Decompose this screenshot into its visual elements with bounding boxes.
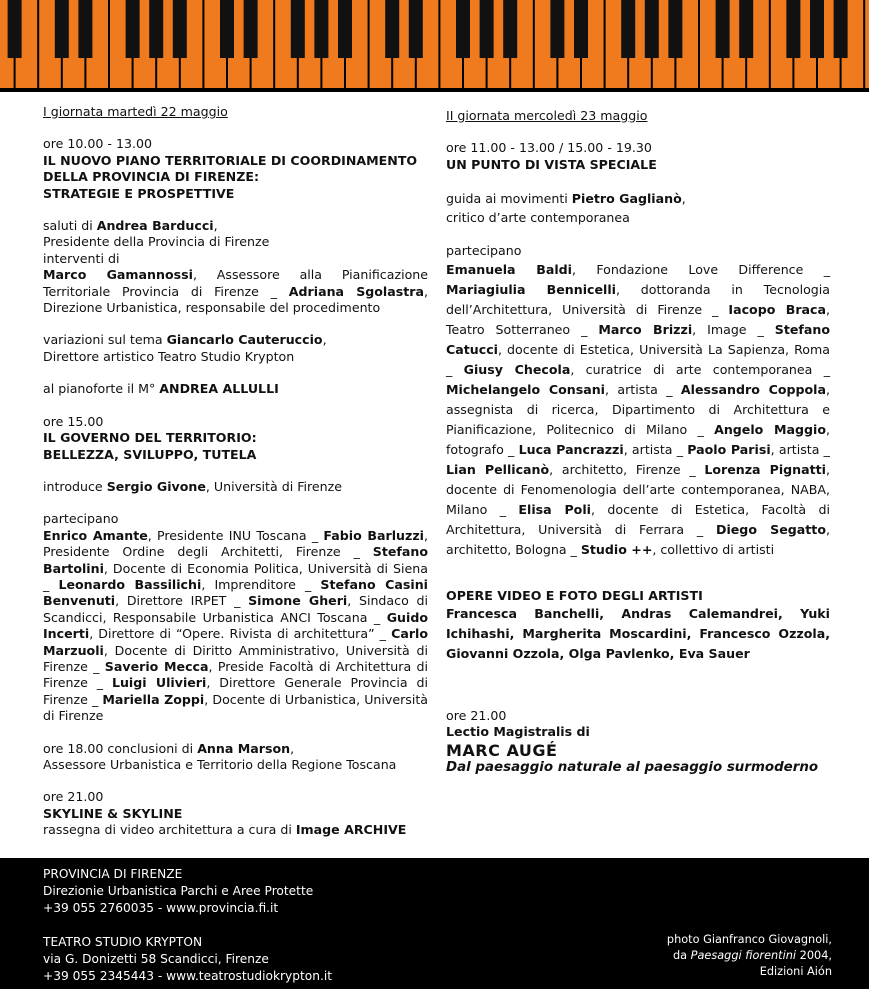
organizer-name: TEATRO STUDIO KRYPTON [43, 935, 203, 949]
day-one-title: I giornata martedì 22 maggio [43, 104, 228, 119]
black-key [409, 0, 423, 58]
participants-list: Emanuela Baldi, Fondazione Love Difference _ Mariagiulia Bennicelli, dottoranda in Tecnologia dell’Architettura, Università di Firenze _ Iacopo Braca, Teatro Sotterraneo _ Marco Brizzi, Image _ Stefano Catucci, docente di Estetica, Università La Sapienza, Roma _ Giusy Checola, curatrice di arte contemporanea _ Michelangelo Consani, artista _ Alessandro Coppola, assegnista di ricerca, Dipartimento di Architettura e Pianificazione, Politecnico di Milano _ Angelo Maggio, fotografo _ Luca Pancrazzi, artista _ Paolo Parisi, artista _ Lian Pellicanò, architetto, Firenze _ Lorenza Pignatti, docente di Fenomenologia dell’arte contemporanea, NABA, Milano _ Elisa Poli, docente di Estetica, Facoltà di Architettura, Università di Ferrara _ Diego Segatto, architetto, Bologna _ Studio ++, collettivo di artisti [446, 261, 831, 557]
speakers-list: Marco Gamannossi, Assessore alla Pianificazione Territoriale Provincia di Firenze _ Adriana Sgolastra, Direzione Urbanistica, responsabile del procedimento [43, 267, 428, 316]
guide: guida ai movimenti Pietro Gaglianò, critico d’arte contemporanea [446, 191, 686, 226]
participants-label: partecipano [446, 243, 522, 259]
black-key [739, 0, 753, 58]
session-title: IL NUOVO PIANO TERRITORIALE DI COORDINAMENTO DELLA PROVINCIA DI FIRENZE: STRATEGIE E PROSPETTIVE [43, 152, 418, 201]
black-key [456, 0, 470, 58]
conclusions: ore 18.00 conclusioni di Anna Marson, Assessore Urbanistica e Territorio della Regione Toscana [43, 740, 397, 772]
day-one-column [43, 104, 428, 839]
screening-description: rassegna di video architettura a cura di Image ARCHIVE [43, 822, 407, 838]
organizer-contact: +39 055 2345443 - www.teatrostudiokrypton.it [43, 969, 332, 983]
footer [0, 858, 869, 989]
variations: variazioni sul tema Giancarlo Cauteruccio, Direttore artistico Teatro Studio Krypton [43, 332, 327, 364]
artworks-title: OPERE VIDEO E FOTO DEGLI ARTISTI [446, 587, 703, 603]
artworks-artists: Francesca Banchelli, Andras Calemandrei, Yuki Ichihashi, Margherita Moscardini, Francesco Ozzola, Giovanni Ozzola, Olga Pavlenko, Eva Sauer [446, 606, 830, 662]
black-key [550, 0, 564, 58]
session-time: ore 21.00 [43, 789, 104, 805]
session-time: ore 10.00 - 13.00 [43, 136, 153, 152]
organizer-department: Direzionie Urbanistica Parchi e Aree Protette [43, 884, 314, 898]
black-key [668, 0, 682, 58]
photo-credit: photo Gianfranco Giovagnoli, da Paesaggi fiorentini 2004, Edizioni Aión [666, 933, 832, 978]
black-key [480, 0, 494, 58]
black-key [8, 0, 22, 58]
black-key [173, 0, 187, 58]
black-key [314, 0, 328, 58]
black-key [291, 0, 305, 58]
introducer: introduce Sergio Givone, Università di Firenze [43, 478, 343, 494]
day-two-title: II giornata mercoledì 23 maggio [446, 108, 648, 123]
black-key [338, 0, 352, 58]
session-time: ore 21.00 [446, 708, 507, 724]
lectio-label: Lectio Magistralis di [446, 724, 590, 740]
black-key [574, 0, 588, 58]
black-key [716, 0, 730, 58]
black-key [621, 0, 635, 58]
black-key [810, 0, 824, 58]
black-key [244, 0, 258, 58]
session-time: ore 11.00 - 13.00 / 15.00 - 19.30 [446, 140, 652, 156]
pianist: al pianoforte il M° ANDREA ALLULLI [43, 381, 279, 397]
black-key [220, 0, 234, 58]
session-title: UN PUNTO DI VISTA SPECIALE [446, 156, 657, 172]
piano-keyboard-banner [0, 0, 869, 92]
black-key [126, 0, 140, 58]
black-key [149, 0, 163, 58]
session-title: IL GOVERNO DEL TERRITORIO: BELLEZZA, SVILUPPO, TUTELA [43, 430, 257, 462]
black-key [786, 0, 800, 58]
piano-keys-illustration [0, 0, 869, 92]
session-time: ore 15.00 [43, 413, 104, 429]
greetings: saluti di Andrea Barducci, Presidente della Provincia di Firenze interventi di [43, 218, 270, 266]
black-key [55, 0, 69, 58]
black-key [385, 0, 399, 58]
participants-label: partecipano [43, 511, 119, 527]
black-key [503, 0, 517, 58]
session-title: SKYLINE & SKYLINE [43, 805, 183, 821]
black-key [834, 0, 848, 58]
participants-list: Enrico Amante, Presidente INU Toscana _ Fabio Barluzzi, Presidente Ordine degli Architetti, Firenze _ Stefano Bartolini, Docente di Economia Politica, Università di Siena _ Leonardo Bassilichi, Imprenditore _ Stefano Casini Benvenuti, Direttore IRPET _ Simone Gheri, Sindaco di Scandicci, Responsabile Urbanistica ANCI Toscana _ Guido Incerti, Direttore di “Opere. Rivista di architettura” _ Carlo Marzuoli, Docente di Diritto Amministrativo, Università di Firenze _ Saverio Mecca, Preside Facoltà di Architettura di Firenze _ Luigi Ulivieri, Direttore Generale Provincia di Firenze _ Mariella Zoppi, Docente di Urbanistica, Università di Firenze [43, 527, 429, 724]
white-key [865, 0, 869, 88]
organizer-name: PROVINCIA DI FIRENZE [43, 867, 183, 881]
organizer-contact: +39 055 2760035 - www.provincia.fi.it [43, 901, 279, 915]
day-two-column [446, 108, 830, 776]
organizer-address: via G. Donizetti 58 Scandicci, Firenze [43, 952, 269, 966]
black-key [645, 0, 659, 58]
lectio-subtitle: Dal paesaggio naturale al paesaggio surmoderno [446, 759, 819, 775]
organizers [43, 866, 332, 985]
speaker-name: MARC AUGÉ [446, 740, 558, 760]
black-key [78, 0, 92, 58]
